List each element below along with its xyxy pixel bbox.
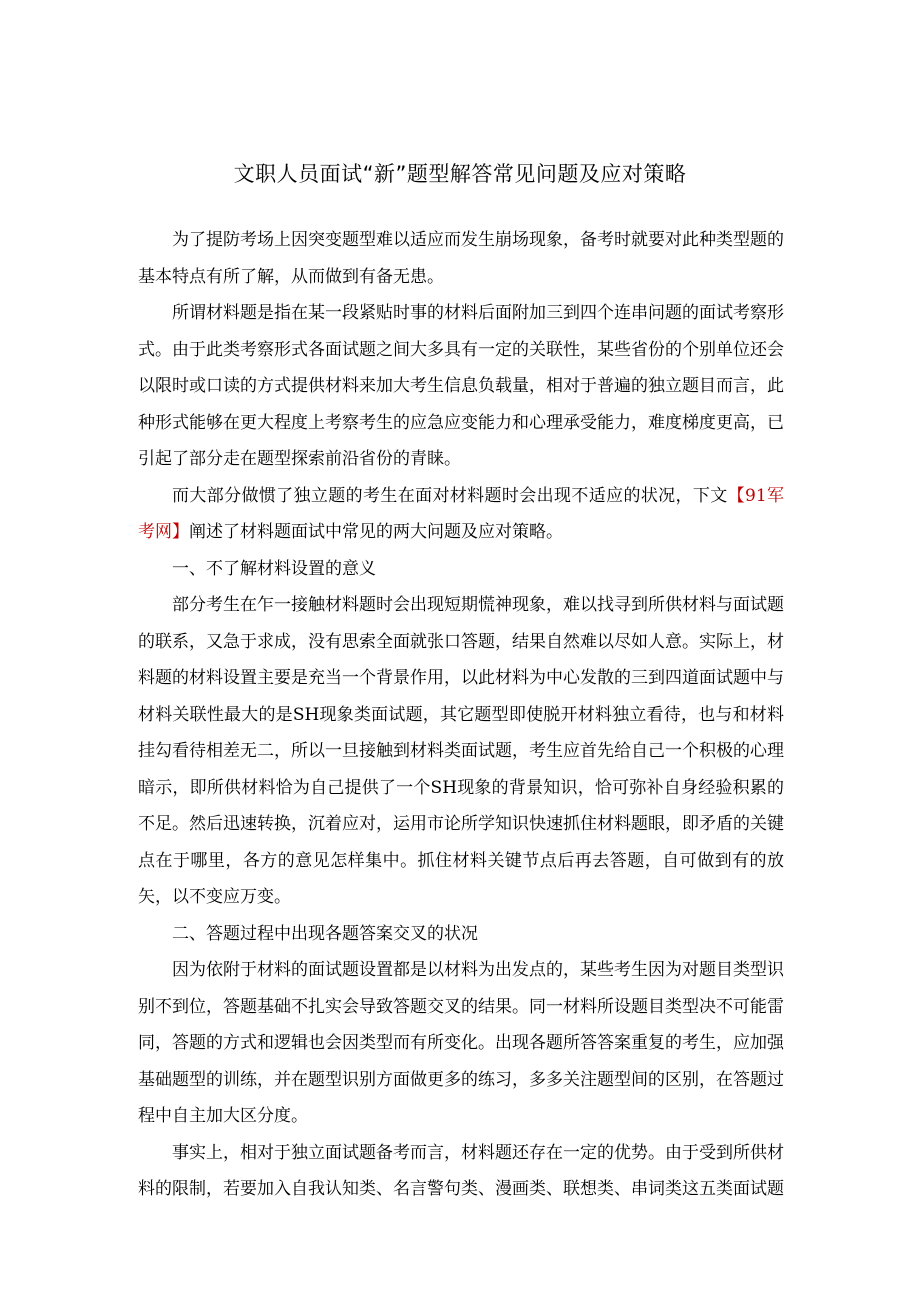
section-heading-1: 一、不了解材料设置的意义 [172,558,376,579]
paragraph-definition: 所谓材料题是指在某一段紧贴时事的材料后面附加三到四个连串问题的面试考察形式。由于此类考察形式各面试题之间大多具有一定的关联性，某些省份的个别单位还会以限时或口读的方式提供材料来加大考生信息负载量，相对于普遍的独立题目而言，此种形式能够在更大程度上考察考生的应急应变能力和心理承受能力，难度梯度更高，已引起了部分走在题型探索前沿省份的青睐。 [138,303,784,469]
paragraph-overview [138,478,784,551]
paragraph-section-1: 部分考生在乍一接触材料题时会出现短期慌神现象，难以找寻到所供材料与面试题的联系，又急于求成，没有思索全面就张口答题，结果自然难以尽如人意。实际上，材料题的材料设置主要是充当一个背景作用，以此材料为中心发散的三到四道面试题中与材料关联性最大的是SH现象类面试题，其它题型即使脱开材料独立看待，也与和材料挂勾看待相差无二，所以一旦接触到材料类面试题，考生应首先给自己一个积极的心理暗示，即所供材料恰为自己提供了一个SH现象的背景知识，恰可弥补自身经验积累的不足。然后迅速转换，沉着应对，运用市论所学知识快速抓住材料题眼，即矛盾的关键点在于哪里，各方的意见怎样集中。抓住材料关键节点后再去答题，自可做到有的放矢，以不变应万变。 [138,595,784,907]
paragraph-conclusion: 事实上，相对于独立面试题备考而言，材料题还存在一定的优势。由于受到所供材料的限制，若要加入自我认知类、名言警句类、漫画类、联想类、串词类这五类面试题 [138,1142,784,1199]
paragraph-intro: 为了提防考场上因突变题型难以适应而发生崩场现象，备考时就要对此种类型题的基本特点有所了解，从而做到有备无患。 [138,230,784,287]
overview-text-before: 而大部分做惯了独立题的考生在面对材料题时会出现不适应的状况，下文 [172,485,728,506]
document-body [138,222,784,1208]
source-link[interactable]: 【91军考网】 [138,485,784,542]
section-heading-2: 二、答题过程中出现各题答案交叉的状况 [172,923,478,944]
paragraph-section-2: 因为依附于材料的面试题设置都是以材料为出发点的，某些考生因为对题目类型识别不到位，答题基础不扎实会导致答题交叉的结果。同一材料所设题目类型决不可能雷同，答题的方式和逻辑也会因类型而有所变化。出现各题所答答案重复的考生，应加强基础题型的训练，并在题型识别方面做更多的练习，多多关注题型间的区别，在答题过程中自主加大区分度。 [138,960,784,1126]
document-title: 文职人员面试“新”题型解答常见问题及应对策略 [233,162,687,186]
overview-text-after: 阐述了材料题面试中常见的两大问题及应对策略。 [189,522,563,542]
